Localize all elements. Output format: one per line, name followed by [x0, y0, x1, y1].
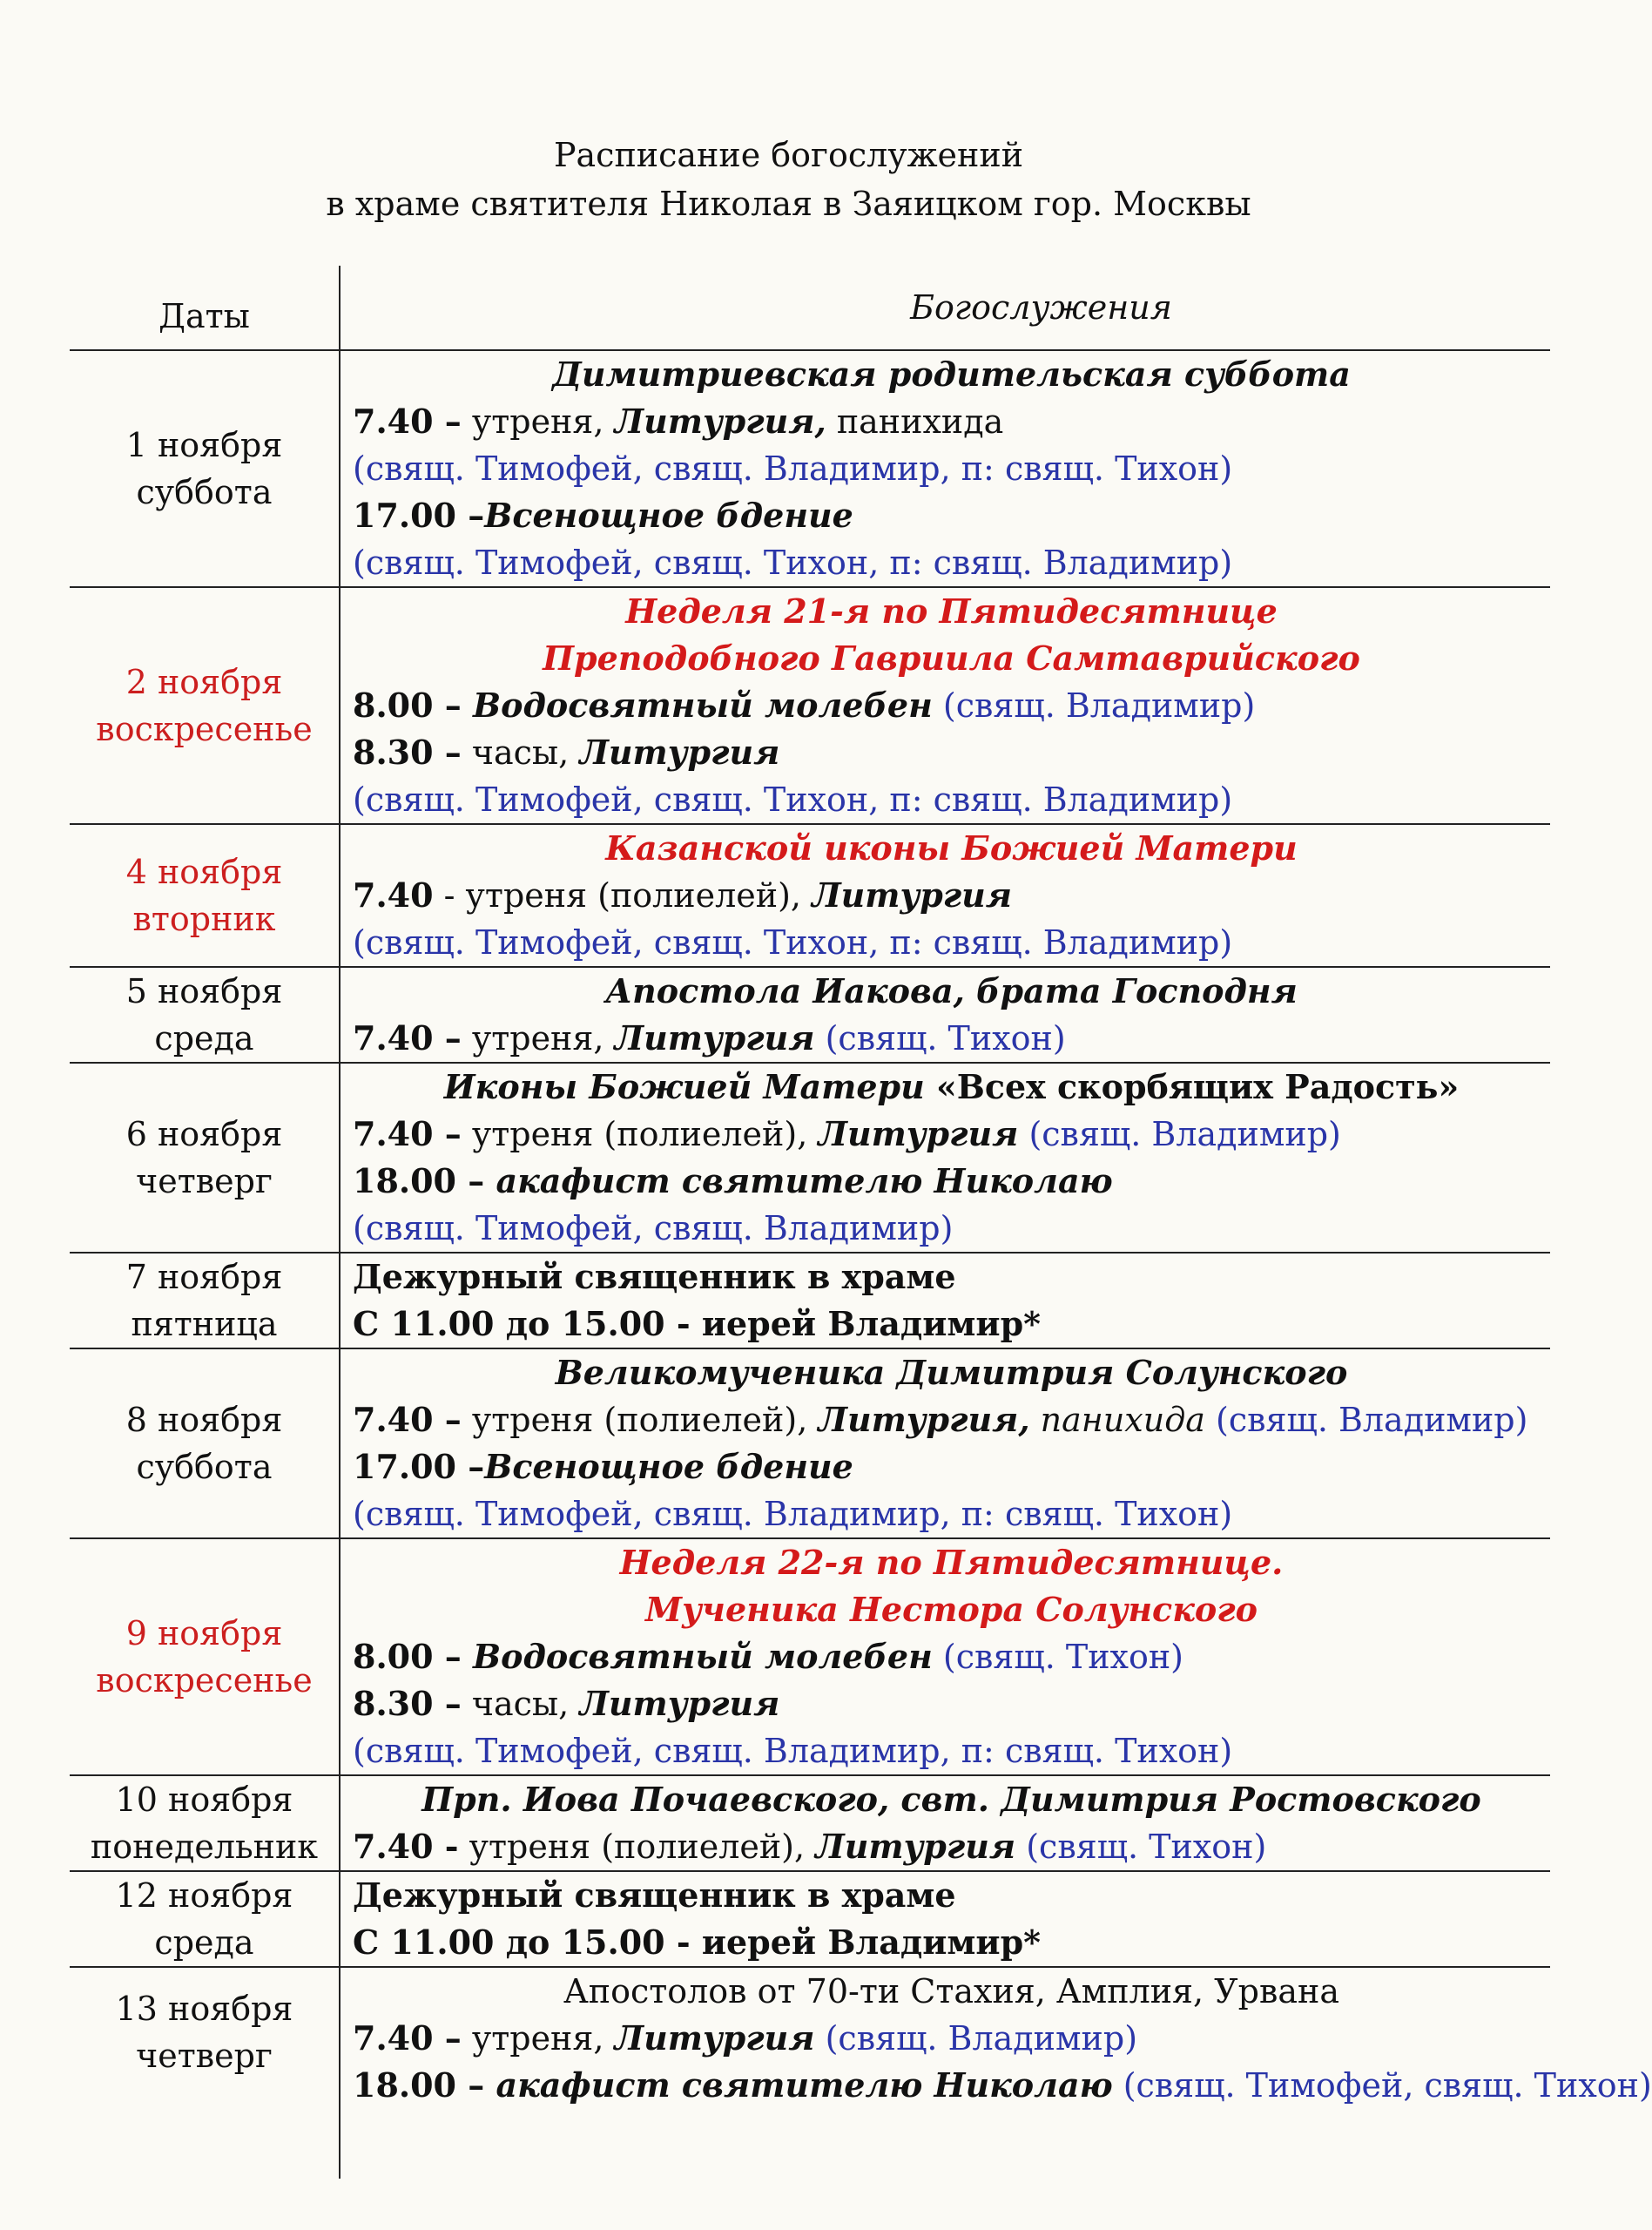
date-label: 2 ноября — [125, 663, 283, 701]
service-moleben: Водосвятный молебен — [461, 686, 933, 725]
row-services — [340, 824, 1550, 967]
service-text: утреня (полиелей), — [461, 1115, 819, 1153]
feast-title: Неделя 22-я по Пятидесятнице. — [619, 1543, 1284, 1582]
table-row — [70, 1348, 1550, 1538]
service-line — [353, 2062, 1652, 2109]
duty-priest-heading: Дежурный священник в храме — [353, 1875, 956, 1915]
service-line — [353, 682, 1550, 729]
service-liturgy: Литургия — [812, 875, 1013, 915]
service-liturgy: Литургия, — [614, 402, 826, 441]
row-date — [70, 350, 340, 587]
page-title — [0, 131, 1577, 228]
feast-title: Казанской иконы Божией Матери — [605, 828, 1298, 868]
service-time: 7.40 - — [353, 1827, 459, 1866]
service-line — [353, 1823, 1550, 1870]
table-row — [70, 967, 1550, 1063]
row-services — [340, 1253, 1550, 1348]
feast-title — [353, 1064, 1550, 1111]
service-text: утреня, — [461, 2019, 615, 2058]
clergy-text: (свящ. Тихон) — [1015, 1828, 1267, 1866]
service-text: - утреня (полиелей), — [433, 876, 813, 915]
row-date — [70, 587, 340, 824]
service-vigil: Всенощное бдение — [484, 1447, 853, 1486]
row-date — [70, 1253, 340, 1348]
date-label: 5 ноября — [125, 972, 283, 1010]
service-time: 7.40 – — [353, 1114, 462, 1153]
service-vigil: Всенощное бдение — [484, 496, 853, 535]
service-line — [353, 1111, 1550, 1158]
header-services: Богослужения — [340, 266, 1550, 350]
service-line — [353, 1158, 1550, 1205]
service-line — [353, 2015, 1550, 2062]
weekday-label: суббота — [136, 473, 273, 511]
row-date — [70, 1967, 340, 2179]
row-date — [70, 1871, 340, 1967]
clergy-text: (свящ. Тихон) — [932, 1638, 1183, 1676]
table-row — [70, 587, 1550, 824]
service-time: 7.40 – — [353, 1018, 462, 1058]
row-date — [70, 1538, 340, 1775]
service-text: часы, — [461, 733, 580, 772]
clergy-line: (свящ. Тимофей, свящ. Тихон, п: свящ. Владимир) — [353, 780, 1233, 819]
table-row — [70, 1063, 1550, 1253]
row-services — [340, 1871, 1550, 1967]
service-time: 8.30 – — [353, 733, 462, 772]
feast-subtitle: Преподобного Гавриила Самтаврийского — [543, 639, 1360, 678]
schedule-table — [70, 266, 1652, 2179]
service-time: 7.40 – — [353, 2018, 462, 2058]
duty-priest-hours: С 11.00 до 15.00 - иерей Владимир* — [353, 1923, 1042, 1962]
weekday-label: понедельник — [90, 1828, 319, 1866]
table-row — [70, 824, 1550, 967]
clergy-line: (свящ. Тимофей, свящ. Владимир, п: свящ. Тихон) — [353, 1732, 1233, 1770]
row-services — [340, 1967, 1652, 2179]
weekday-label: воскресенье — [96, 1661, 313, 1700]
row-date — [70, 1348, 340, 1538]
service-panikhida: панихида — [1029, 1401, 1205, 1439]
service-liturgy: Литургия — [579, 1684, 780, 1723]
service-time: 7.40 — [353, 875, 434, 915]
date-label: 9 ноября — [125, 1614, 283, 1652]
clergy-text: (свящ. Владимир) — [1018, 1115, 1341, 1153]
service-liturgy: Литургия — [818, 1114, 1019, 1153]
feast-title: Апостолов от 70-ти Стахия, Амплия, Урвана — [563, 1972, 1339, 2010]
service-time: 8.00 – — [353, 1637, 462, 1676]
service-line — [353, 398, 1550, 445]
service-text: часы, — [461, 1685, 580, 1723]
weekday-label: четверг — [136, 2037, 273, 2075]
feast-subtitle: Мученика Нестора Солунского — [645, 1590, 1258, 1629]
service-line — [353, 1015, 1550, 1062]
feast-title: Апостола Иакова, брата Господня — [605, 971, 1298, 1010]
clergy-line: (свящ. Тимофей, свящ. Владимир, п: свящ. Тихон) — [353, 449, 1233, 488]
service-akathist: акафист святителю Николаю — [484, 1161, 1113, 1200]
clergy-text: (свящ. Владимир) — [932, 686, 1256, 725]
table-row — [70, 1871, 1550, 1967]
table-row — [70, 1967, 1550, 2179]
title-line-2: в храме святителя Николая в Заяицком гор. Москвы — [326, 185, 1251, 223]
service-time: 8.00 – — [353, 686, 462, 725]
date-label: 4 ноября — [125, 853, 283, 891]
service-liturgy: Литургия, — [818, 1400, 1030, 1439]
feast-title: Неделя 21-я по Пятидесятнице — [625, 591, 1278, 631]
row-services — [340, 587, 1550, 824]
header-dates: Даты — [70, 266, 340, 350]
table-row — [70, 1538, 1550, 1775]
clergy-line: (свящ. Тимофей, свящ. Владимир, п: свящ. Тихон) — [353, 1495, 1233, 1533]
row-services — [340, 967, 1550, 1063]
title-line-1: Расписание богослужений — [553, 136, 1024, 174]
clergy-line: (свящ. Тимофей, свящ. Тихон, п: свящ. Владимир) — [353, 923, 1233, 962]
service-time: 17.00 – — [353, 1447, 485, 1486]
weekday-label: среда — [154, 1923, 254, 1962]
feast-title-icon-name: «Всех скорбящих Радость» — [935, 1067, 1460, 1106]
service-time: 17.00 – — [353, 496, 485, 535]
row-services — [340, 1775, 1550, 1871]
service-line — [353, 872, 1550, 919]
service-text: утреня (полиелей), — [458, 1828, 816, 1866]
date-label: 12 ноября — [115, 1876, 293, 1915]
weekday-label: воскресенье — [96, 710, 313, 748]
service-liturgy: Литургия — [815, 1827, 1016, 1866]
row-date — [70, 824, 340, 967]
service-line — [353, 1633, 1550, 1680]
table-row — [70, 350, 1550, 587]
table-row — [70, 1775, 1550, 1871]
feast-title: Димитриевская родительская суббота — [552, 355, 1351, 394]
service-line — [353, 729, 1550, 776]
clergy-line: (свящ. Тимофей, свящ. Тихон, п: свящ. Владимир) — [353, 544, 1233, 582]
row-services — [340, 350, 1550, 587]
clergy-text: (свящ. Владимир) — [814, 2019, 1138, 2058]
feast-title: Великомученика Димитрия Солунского — [555, 1353, 1348, 1392]
service-text: панихида — [826, 402, 1004, 441]
service-text: утреня, — [461, 402, 615, 441]
service-time: 8.30 – — [353, 1684, 462, 1723]
service-akathist: акафист святителю Николаю — [484, 2065, 1113, 2105]
row-date — [70, 967, 340, 1063]
service-text: утреня, — [461, 1019, 615, 1058]
service-time: 7.40 – — [353, 1400, 462, 1439]
service-time: 7.40 – — [353, 402, 462, 441]
date-label: 13 ноября — [115, 1990, 293, 2028]
service-text: утреня (полиелей), — [461, 1401, 819, 1439]
service-liturgy: Литургия — [579, 733, 780, 772]
service-time: 18.00 – — [353, 1161, 485, 1200]
duty-priest-hours: С 11.00 до 15.00 - иерей Владимир* — [353, 1304, 1042, 1343]
row-services — [340, 1538, 1550, 1775]
clergy-text: (свящ. Владимир) — [1204, 1401, 1528, 1439]
date-label: 6 ноября — [125, 1115, 283, 1153]
duty-priest-heading: Дежурный священник в храме — [353, 1257, 956, 1296]
clergy-text: (свящ. Тимофей, свящ. Тихон) — [1112, 2066, 1652, 2105]
service-moleben: Водосвятный молебен — [461, 1637, 933, 1676]
service-line — [353, 1396, 1550, 1443]
service-line — [353, 1443, 1550, 1490]
date-label: 1 ноября — [125, 426, 283, 464]
clergy-text: (свящ. Тихон) — [814, 1019, 1066, 1058]
weekday-label: среда — [154, 1019, 254, 1058]
weekday-label: суббота — [136, 1448, 273, 1486]
feast-title: Прп. Иова Почаевского, свт. Димитрия Ростовского — [421, 1780, 1481, 1819]
row-date — [70, 1775, 340, 1871]
weekday-label: пятница — [131, 1305, 278, 1343]
table-header-row — [70, 266, 1550, 350]
row-services — [340, 1348, 1550, 1538]
row-services — [340, 1063, 1550, 1253]
clergy-line: (свящ. Тимофей, свящ. Владимир) — [353, 1209, 954, 1247]
weekday-label: вторник — [132, 900, 276, 938]
date-label: 7 ноября — [125, 1258, 283, 1296]
feast-title-part: Иконы Божией Матери — [443, 1067, 936, 1106]
table-row — [70, 1253, 1550, 1348]
service-time: 18.00 – — [353, 2065, 485, 2105]
service-line — [353, 1680, 1550, 1727]
service-liturgy: Литургия — [614, 1018, 815, 1058]
row-date — [70, 1063, 340, 1253]
weekday-label: четверг — [136, 1162, 273, 1200]
service-line — [353, 492, 1550, 539]
date-label: 8 ноября — [125, 1401, 283, 1439]
date-label: 10 ноября — [115, 1781, 293, 1819]
service-liturgy: Литургия — [614, 2018, 815, 2058]
